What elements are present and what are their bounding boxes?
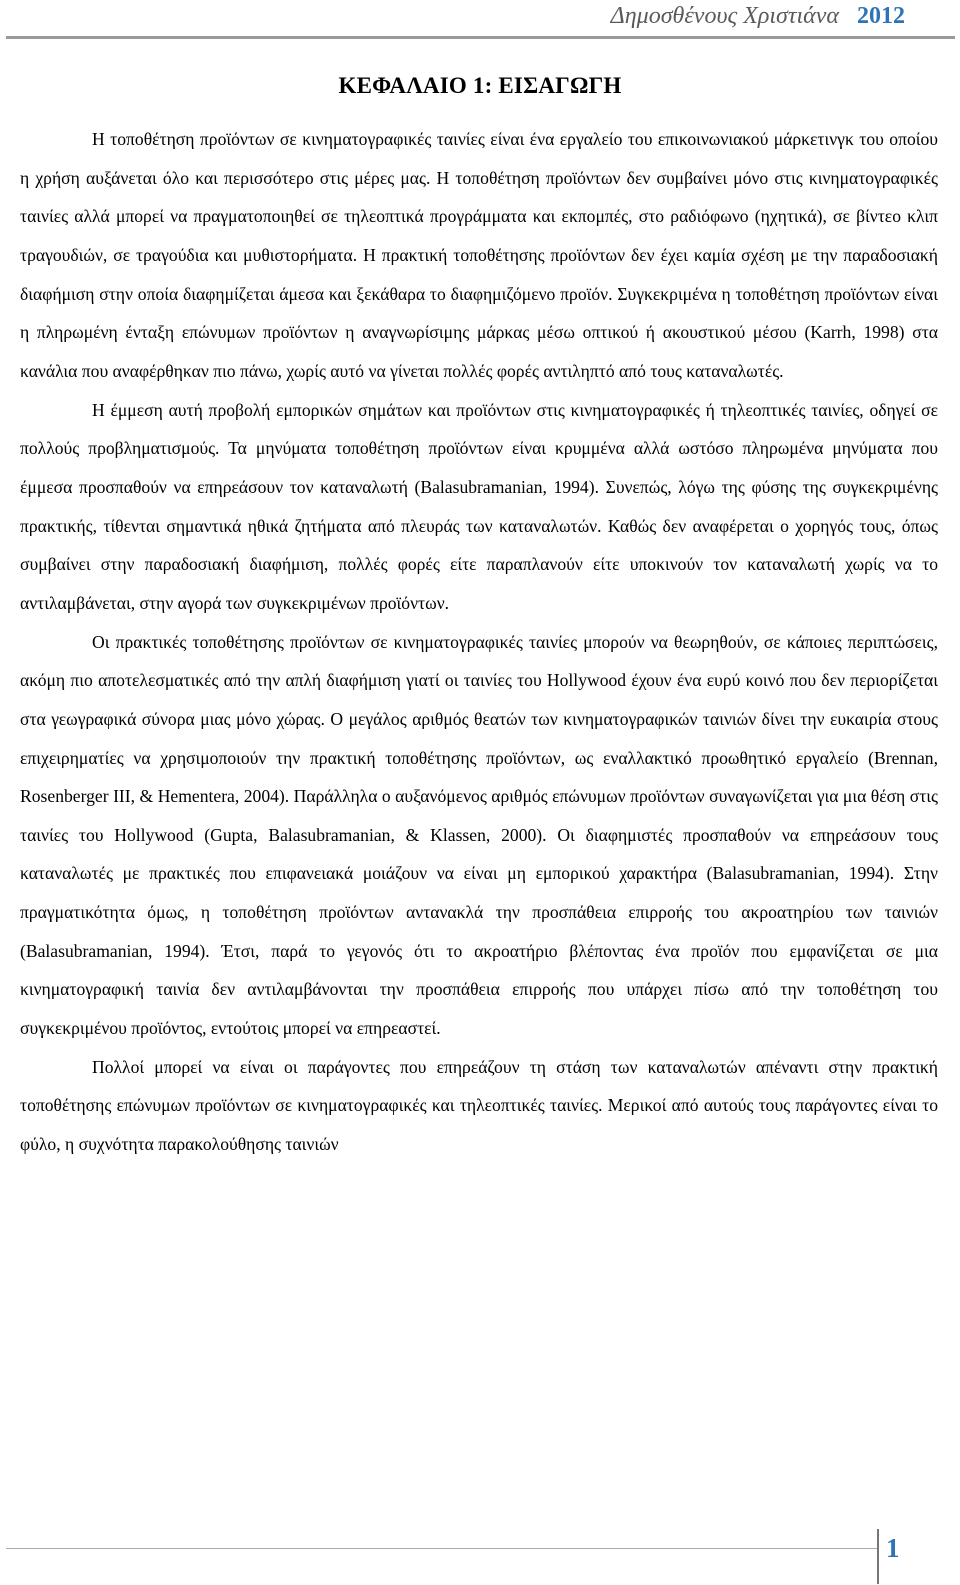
- header-year: 2012: [857, 3, 905, 29]
- chapter-title: ΚΕΦΑΛΑΙΟ 1: ΕΙΣΑΓΩΓΗ: [338, 73, 622, 98]
- footer-separator: [877, 1529, 879, 1584]
- document-body: [20, 120, 938, 1164]
- paragraph: Πολλοί μπορεί να είναι οι παράγοντες που επηρεάζουν τη στάση των καταναλωτών απέναντι στην πρακτική τοποθέτησης επώνυμων προϊόντων σε κινηματογραφικές και τηλεοπτικές ταινίες. Μερικοί από αυτούς τους παράγοντες είναι το φύλο, η συχνότητα παρακολούθησης ταινιών: [20, 1056, 938, 1155]
- page-number: 1: [886, 1533, 900, 1563]
- header-divider: [6, 36, 955, 39]
- footer-divider: [6, 1548, 878, 1549]
- paragraph: Οι πρακτικές τοποθέτησης προϊόντων σε κινηματογραφικές ταινίες μπορούν να θεωρηθούν, σε κάποιες περιπτώσεις, ακόμη πιο αποτελεσματικές από την απλή διαφήμιση γιατί οι ταινίες του Hollywood έχουν ένα ευρύ κοινό που δεν περιορίζεται στα γεωγραφικά σύνορα μιας μόνο χώρας. Ο μεγάλος αριθμός θεατών των κινηματογραφικών ταινιών δίνει την ευκαιρία στους επιχειρηματίες να χρησιμοποιούν την πρακτική τοποθέτησης προϊόντων, ως εναλλακτικό προωθητικό εργαλείο (Brennan, Rosenberger III, & Hementera, 2004). Παράλληλα ο αυξανόμενος αριθμός επώνυμων προϊόντων συναγωνίζεται για μια θέση στις ταινίες του Hollywood (Gupta, Balasubramanian, & Klassen, 2000). Οι διαφημιστές προσπαθούν να επηρεάσουν τους καταναλωτές με πρακτικές που επιφανειακά μοιάζουν να είναι μη εμπορικού χαρακτήρα (Balasubramanian, 1994). Στην πραγματικότητα όμως, η τοποθέτηση προϊόντων αντανακλά την προσπάθεια επιρροής του ακροατηρίου των ταινιών (Balasubramanian, 1994). Έτσι, παρά το γεγονός ότι το ακροατήριο βλέποντας ένα προϊόν που εμφανίζεται σε μια κινηματογραφική ταινία δεν αντιλαμβάνονται την προσπάθεια επιρροής που υπάρχει πίσω από την τοποθέτηση του συγκεκριμένου προϊόντος, εντούτοις μπορεί να επηρεαστεί.: [20, 631, 938, 1039]
- page-header: [0, 0, 960, 40]
- header-text: [611, 2, 905, 30]
- paragraph: Η τοποθέτηση προϊόντων σε κινηματογραφικές ταινίες είναι ένα εργαλείο του επικοινωνιακού μάρκετινγκ του οποίου η χρήση αυξάνεται όλο και περισσότερο στις μέρες μας. Η τοποθέτηση προϊόντων δεν συμβαίνει μόνο στις κινηματογραφικές ταινίες αλλά μπορεί να πραγματοποιηθεί σε τηλεοπτικά προγράμματα και εκπομπές, στο ραδιόφωνο (ηχητικά), σε βίντεο κλιπ τραγουδιών, σε τραγούδια και μυθιστορήματα. Η πρακτική τοποθέτησης προϊόντων δεν έχει καμία σχέση με την παραδοσιακή διαφήμιση στην οποία διαφημίζεται άμεσα και ξεκάθαρα το διαφημιζόμενο προϊόν. Συγκεκριμένα η τοποθέτηση προϊόντων είναι η πληρωμένη ένταξη επώνυμων προϊόντων η αναγνωρίσιμης μάρκας μέσω οπτικού ή ακουστικού μέσου (Karrh, 1998) στα κανάλια που αναφέρθηκαν πιο πάνω, χωρίς αυτό να γίνεται πολλές φορές αντιληπτό από τους καταναλωτές.: [20, 129, 938, 381]
- paragraph: Η έμμεση αυτή προβολή εμπορικών σημάτων και προϊόντων στις κινηματογραφικές ή τηλεοπτικές ταινίες, οδηγεί σε πολλούς προβληματισμούς. Τα μηνύματα τοποθέτηση προϊόντων είναι κρυμμένα αλλά ωστόσο πληρωμένα μηνύματα που έμμεσα προσπαθούν να επηρεάσουν τον καταναλωτή (Balasubramanian, 1994). Συνεπώς, λόγω της φύσης της συγκεκριμένης πρακτικής, τίθενται σημαντικά ηθικά ζητήματα από πλευράς των καταναλωτών. Καθώς δεν αναφέρεται ο χορηγός τους, όπως συμβαίνει στην παραδοσιακή διαφήμιση, πολλές φορές είτε παραπλανούν είτε υποκινούν τον καταναλωτή χωρίς να το αντιλαμβάνεται, στην αγορά των συγκεκριμένων προϊόντων.: [20, 399, 938, 613]
- header-author: Δημοσθένους Χριστιάνα: [610, 3, 839, 29]
